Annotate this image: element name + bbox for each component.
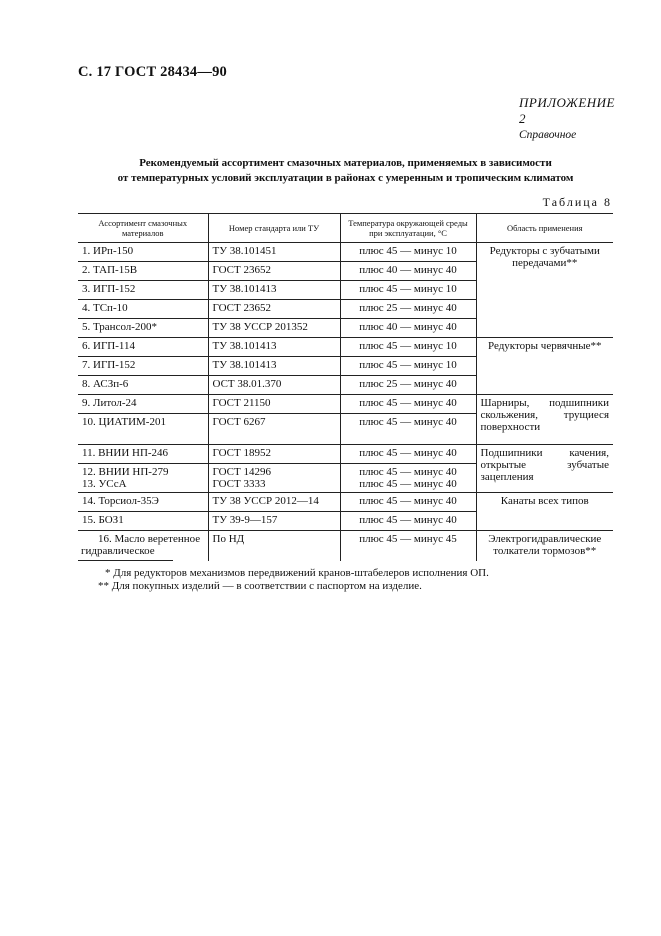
cell-name: 16. Масло веретенное гидравлическое — [78, 531, 208, 562]
row-12-temperature: плюс 45 — минус 40 — [359, 466, 457, 478]
cell-name: 1. ИРп-150 — [78, 243, 208, 262]
table-row — [78, 531, 613, 562]
footnote-2: ** Для покупных изделий — в соответствии с паспортом на изделие. — [98, 580, 422, 592]
cell-standard: ГОСТ 6267 — [208, 414, 340, 445]
cell-name: 11. ВНИИ НП-246 — [78, 445, 208, 464]
cell-standard: ГОСТ 18952 — [208, 445, 340, 464]
cell-name: 4. ТСп-10 — [78, 300, 208, 319]
table-row — [78, 445, 613, 464]
cell-temperature: плюс 45 — минус 40 — [340, 493, 476, 512]
footnotes — [78, 560, 613, 593]
table-row — [78, 493, 613, 512]
cell-application: Электрогидравлические толкатели тормозов** — [476, 531, 613, 562]
cell-temperature — [340, 464, 476, 493]
cell-temperature: плюс 45 — минус 10 — [340, 357, 476, 376]
row-13-name: 13. УСсА — [82, 478, 127, 490]
cell-name: 15. БОЗ1 — [78, 512, 208, 531]
cell-standard: ТУ 38.101451 — [208, 243, 340, 262]
cell-application: Редукторы с зубчатыми передачами** — [476, 243, 613, 338]
cell-name: 8. АСЗп-6 — [78, 376, 208, 395]
title-line-2: от температурных условий эксплуатации в районах с умеренным и тропическим климатом — [117, 172, 574, 184]
cell-temperature: плюс 45 — минус 10 — [340, 243, 476, 262]
header-assortment: Ассортимент смазочных материалов — [78, 214, 208, 243]
cell-standard — [208, 464, 340, 493]
appendix-subtitle: Справочное — [519, 129, 577, 141]
cell-name: 9. Литол-24 — [78, 395, 208, 414]
cell-temperature: плюс 40 — минус 40 — [340, 319, 476, 338]
cell-temperature: плюс 45 — минус 40 — [340, 445, 476, 464]
cell-standard: ОСТ 38.01.370 — [208, 376, 340, 395]
header-application: Область применения — [476, 214, 613, 243]
document-title — [78, 156, 613, 186]
cell-temperature: плюс 40 — минус 40 — [340, 262, 476, 281]
cell-name — [78, 464, 208, 493]
cell-standard: ГОСТ 21150 — [208, 395, 340, 414]
cell-standard: ТУ 38 УССР 2012—14 — [208, 493, 340, 512]
cell-application: Редукторы червячные** — [476, 338, 613, 395]
cell-standard: По НД — [208, 531, 340, 562]
cell-temperature: плюс 45 — минус 45 — [340, 531, 476, 562]
footnote-1: * Для редукторов механизмов передвижений кранов-штабелеров исполнения ОП. — [105, 567, 489, 579]
cell-standard: ГОСТ 23652 — [208, 300, 340, 319]
cell-name: 14. Торсиол-35Э — [78, 493, 208, 512]
cell-standard: ТУ 38.101413 — [208, 357, 340, 376]
cell-standard: ТУ 38.101413 — [208, 338, 340, 357]
header-temperature: Температура окружающей среды при эксплуатации, °С — [340, 214, 476, 243]
cell-name: 6. ИГП-114 — [78, 338, 208, 357]
cell-temperature: плюс 25 — минус 40 — [340, 376, 476, 395]
cell-name: 5. Трансол-200* — [78, 319, 208, 338]
page-header: С. 17 ГОСТ 28434—90 — [78, 64, 227, 80]
row-12-standard: ГОСТ 14296 — [212, 466, 271, 478]
cell-application: Канаты всех типов — [476, 493, 613, 531]
cell-application: Шарниры, подшипники скольжения, трущиеся поверхности — [476, 395, 613, 445]
lubricants-table — [78, 213, 613, 561]
row-13-standard: ГОСТ 3333 — [212, 478, 266, 490]
cell-temperature: плюс 45 — минус 40 — [340, 414, 476, 445]
row-12-name: 12. ВНИИ НП-279 — [82, 466, 169, 478]
table-header-row — [78, 214, 613, 243]
cell-temperature: плюс 45 — минус 40 — [340, 395, 476, 414]
header-standard: Номер стандарта или ТУ — [208, 214, 340, 243]
title-line-1: Рекомендуемый ассортимент смазочных материалов, применяемых в зависимости — [139, 157, 552, 169]
cell-standard: ТУ 39-9—157 — [208, 512, 340, 531]
appendix-title: ПРИЛОЖЕНИЕ 2 — [519, 95, 615, 126]
cell-temperature: плюс 45 — минус 10 — [340, 338, 476, 357]
cell-name: 10. ЦИАТИМ-201 — [78, 414, 208, 445]
cell-temperature: плюс 45 — минус 40 — [340, 512, 476, 531]
row-13-temperature: плюс 45 — минус 40 — [359, 478, 457, 490]
table-row — [78, 395, 613, 414]
cell-application: Подшипники качения, открытые зубчатые зацепления — [476, 445, 613, 493]
cell-name: 2. ТАП-15В — [78, 262, 208, 281]
footnote-divider — [78, 560, 173, 561]
cell-standard: ГОСТ 23652 — [208, 262, 340, 281]
cell-standard: ТУ 38 УССР 201352 — [208, 319, 340, 338]
appendix-block — [519, 95, 615, 141]
table-row — [78, 338, 613, 357]
cell-temperature: плюс 25 — минус 40 — [340, 300, 476, 319]
cell-temperature: плюс 45 — минус 10 — [340, 281, 476, 300]
table-row — [78, 243, 613, 262]
table-label: Таблица 8 — [542, 195, 612, 209]
cell-name: 7. ИГП-152 — [78, 357, 208, 376]
cell-standard: ТУ 38.101413 — [208, 281, 340, 300]
cell-name: 3. ИГП-152 — [78, 281, 208, 300]
